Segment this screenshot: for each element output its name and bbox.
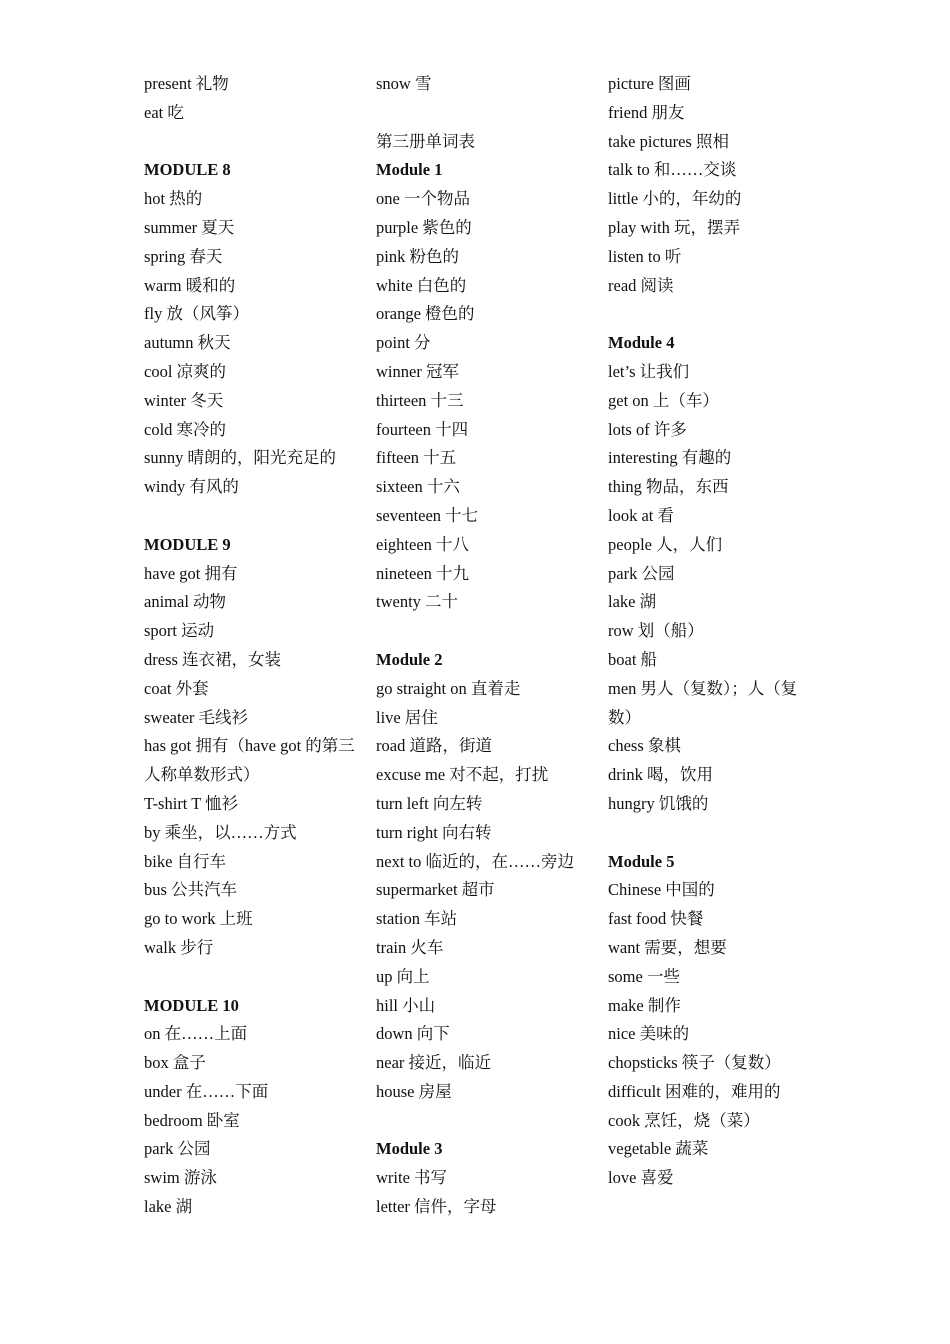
vocab-entry: park 公园 [144,1139,211,1159]
vocab-entry: dress 连衣裙，女装 [144,649,282,669]
vocab-entry: love 喜爱 [608,1168,674,1188]
vocab-entry: boat 船 [608,649,658,669]
vocab-entry: eighteen 十八 [376,534,470,554]
vocab-entry: turn right 向右转 [376,822,492,842]
vocab-entry: nice 美味的 [608,1024,690,1044]
vocab-entry: live 居住 [376,707,438,727]
vocab-entry: on 在……上面 [144,1024,248,1044]
section-heading: MODULE 8 [144,160,231,180]
vocab-entry: fly 放（风筝） [144,304,249,324]
vocab-entry: down 向下 [376,1024,450,1044]
vocab-entry: twenty 二十 [376,592,459,612]
vocab-entry: play with 玩，摆弄 [608,217,740,237]
vocab-entry: cold 寒冷的 [144,419,227,439]
vocab-entry: winner 冠军 [376,361,459,381]
vocab-entry: thirteen 十三 [376,390,464,410]
vocab-entry: friend 朋友 [608,102,685,122]
vocab-entry: difficult 困难的，难用的 [608,1081,781,1101]
vocab-entry: animal 动物 [144,592,227,612]
vocab-entry: vegetable 蔬菜 [608,1139,709,1159]
vocab-entry: listen to 听 [608,246,682,266]
vocab-entry: winter 冬天 [144,390,224,410]
vocab-entry: 第三册单词表 [376,131,475,151]
vocab-entry: want 需要，想要 [608,937,727,957]
vocab-entry: let’s 让我们 [608,361,690,381]
column-2 [376,70,588,1222]
vocab-entry: one 一个物品 [376,189,470,209]
vocab-entry: go straight on 直着走 [376,678,521,698]
vocab-entry: cook 烹饪，烧（菜） [608,1110,760,1130]
vocab-entry: house 房屋 [376,1081,452,1101]
vocab-entry: point 分 [376,333,431,353]
vocab-entry: supermarket 超市 [376,880,495,900]
blank-line [376,99,588,128]
vocab-entry: pink 粉色的 [376,246,459,266]
vocab-entry: chopsticks 筷子（复数） [608,1053,781,1073]
vocab-entry: station 车站 [376,909,458,929]
vocab-entry: warm 暖和的 [144,275,236,295]
vocab-entry: T-shirt T 恤衫 [144,793,239,813]
vocab-entry: fifteen 十五 [376,448,457,468]
vocab-entry: up 向上 [376,966,430,986]
vocab-entry: under 在……下面 [144,1081,269,1101]
vocab-entry: lake 湖 [608,592,657,612]
vocab-entry: seventeen 十七 [376,505,479,525]
vocab-entry: row 划（船） [608,621,704,641]
blank-line [376,617,588,646]
vocab-entry: train 火车 [376,937,444,957]
vocab-entry: next to 临近的，在……旁边 [376,851,574,871]
blank-line [144,128,356,157]
vocab-entry: little 小的，年幼的 [608,189,742,209]
vocab-entry: hot 热的 [144,189,203,209]
vocab-entry: walk 步行 [144,937,214,957]
vocab-entry: road 道路，街道 [376,736,492,756]
vocab-entry: sweater 毛线衫 [144,707,249,727]
vocab-entry: bike 自行车 [144,851,227,871]
vocab-entry: turn left 向左转 [376,793,483,813]
vocab-entry: have got 拥有 [144,563,238,583]
vocab-entry: lots of 许多 [608,419,687,439]
vocab-entry: picture 图画 [608,74,691,93]
section-heading: Module 2 [376,649,443,669]
vocab-entry: sunny 晴朗的，阳光充足的 [144,448,337,468]
vocab-entry: near 接近，临近 [376,1053,492,1073]
vocab-entry: read 阅读 [608,275,674,295]
blank-line [608,300,820,329]
section-heading: Module 5 [608,851,675,871]
vocab-entry: hungry 饥饿的 [608,793,709,813]
vocab-entry: present 礼物 [144,74,229,93]
column-1 [144,70,356,1222]
vocab-entry: swim 游泳 [144,1168,217,1188]
vocab-entry: by 乘坐，以……方式 [144,822,297,842]
section-heading: MODULE 10 [144,995,239,1015]
vocab-entry: autumn 秋天 [144,333,231,353]
section-heading: Module 3 [376,1139,443,1159]
vocab-entry: drink 喝，饮用 [608,765,713,785]
vocab-entry: get on 上（车） [608,390,719,410]
vocab-entry: hill 小山 [376,995,436,1015]
vocab-entry: interesting 有趣的 [608,448,732,468]
vocab-entry: thing 物品，东西 [608,477,729,497]
vocab-entry: fourteen 十四 [376,419,469,439]
section-heading: Module 1 [376,160,443,180]
vocab-entry: has got 拥有（have got 的第三人称单数形式） [144,736,355,785]
vocab-entry: coat 外套 [144,678,209,698]
vocab-entry: bus 公共汽车 [144,880,238,900]
vocab-entry: orange 橙色的 [376,304,475,324]
vocab-entry: men 男人（复数）；人（复数） [608,678,798,727]
section-heading: Module 4 [608,333,675,353]
vocab-entry: take pictures 照相 [608,131,729,151]
vocab-entry: some 一些 [608,966,680,986]
vocab-entry: snow 雪 [376,74,432,93]
vocab-entry: park 公园 [608,563,675,583]
blank-line [376,1107,588,1136]
vocab-entry: sixteen 十六 [376,477,460,497]
vocab-entry: box 盒子 [144,1053,206,1073]
section-heading: MODULE 9 [144,534,231,554]
vocab-entry: purple 紫色的 [376,217,472,237]
vocab-entry: write 书写 [376,1168,448,1188]
vocab-entry: chess 象棋 [608,736,681,756]
column-3 [608,70,820,1193]
vocab-entry: eat 吃 [144,102,184,122]
vocab-entry: windy 有风的 [144,477,239,497]
vocab-entry: fast food 快餐 [608,909,704,929]
blank-line [608,819,820,848]
vocab-entry: spring 春天 [144,246,223,266]
vocab-entry: white 白色的 [376,275,467,295]
vocab-entry: sport 运动 [144,621,215,641]
vocab-entry: go to work 上班 [144,909,253,929]
vocab-entry: nineteen 十九 [376,563,470,583]
vocab-entry: make 制作 [608,995,681,1015]
vocab-entry: lake 湖 [144,1197,193,1217]
vocab-entry: bedroom 卧室 [144,1110,240,1130]
vocab-entry: excuse me 对不起，打扰 [376,765,549,785]
blank-line [144,963,356,992]
vocab-entry: cool 凉爽的 [144,361,227,381]
vocab-entry: summer 夏天 [144,217,235,237]
vocab-entry: look at 看 [608,505,674,525]
vocab-entry: talk to 和……交谈 [608,160,737,180]
vocab-entry: people 人，人们 [608,534,723,554]
blank-line [144,502,356,531]
vocab-entry: letter 信件，字母 [376,1197,497,1217]
vocab-entry: Chinese 中国的 [608,880,715,900]
